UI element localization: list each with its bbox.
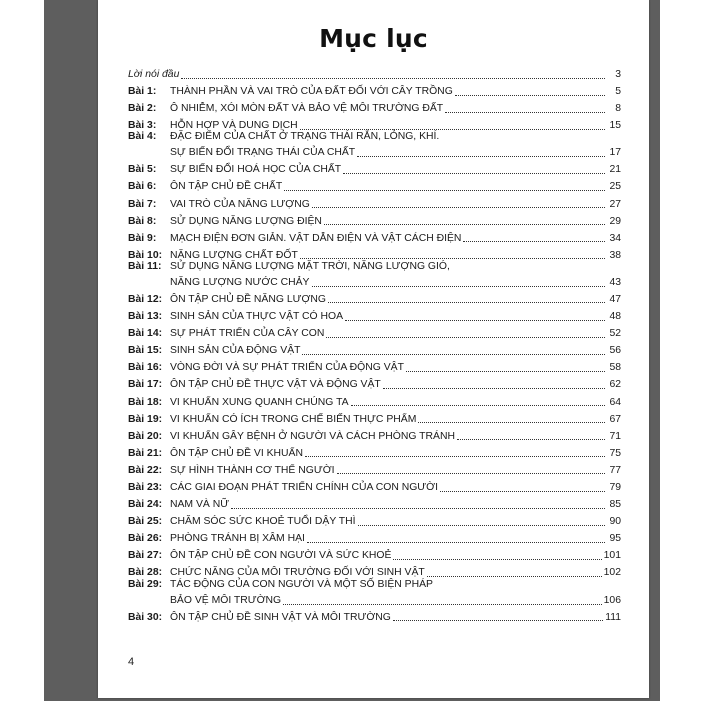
toc-lesson-number: Bài 28: [128, 567, 163, 579]
toc-page-number: 25 [609, 181, 621, 193]
toc-entry[interactable] [128, 213, 621, 230]
toc-entry[interactable] [128, 230, 621, 247]
toc-lesson-title: ÔN TẬP CHỦ ĐỀ THỰC VẬT VÀ ĐỘNG VẬT [170, 379, 381, 391]
toc-lesson-title: CHĂM SÓC SỨC KHOẺ TUỔI DẬY THÌ [170, 516, 356, 528]
toc-page-number: 67 [609, 413, 621, 425]
toc-entry[interactable] [128, 394, 621, 411]
toc-lesson-title: VAI TRÒ CỦA NĂNG LƯỢNG [170, 198, 310, 210]
dot-leader [337, 464, 606, 474]
toc-lesson-title: ÔN TẬP CHỦ ĐỀ CON NGƯỜI VÀ SỨC KHOẺ [170, 550, 392, 562]
toc-lesson-number: Bài 8: [128, 215, 157, 227]
dot-leader [305, 447, 605, 457]
toc-page-number: 8 [615, 103, 621, 115]
toc-entry[interactable] [128, 359, 621, 376]
dot-leader [283, 595, 602, 605]
toc-page-number: 101 [603, 550, 621, 562]
toc-lesson-title: VI KHUẨN XUNG QUANH CHÚNG TA [170, 396, 349, 408]
dot-leader [284, 181, 605, 191]
dot-leader [463, 232, 605, 242]
toc-lesson-number: Bài 18: [128, 396, 163, 408]
toc-lesson-number: Bài 4: [128, 131, 157, 143]
dot-leader [343, 164, 605, 174]
dot-leader [181, 69, 605, 79]
toc-lesson-number: Bài 5: [128, 164, 157, 176]
toc-entry-line1 [128, 578, 433, 592]
toc-lesson-number: Bài 24: [128, 499, 163, 511]
toc-entry-line1 [128, 130, 439, 144]
toc-lesson-title: SỰ BIẾN ĐỔI HOÁ HỌC CỦA CHẤT [170, 164, 342, 176]
toc-lesson-title-cont: NĂNG LƯỢNG NƯỚC CHẢY [170, 276, 310, 288]
toc-page-number: 64 [609, 396, 621, 408]
toc-entry[interactable] [128, 445, 621, 462]
toc-lesson-title-cont: BẢO VỆ MÔI TRƯỜNG [170, 594, 282, 606]
toc-lesson-title: Ô NHIỄM, XÓI MÒN ĐẤT VÀ BẢO VỆ MÔI TRƯỜNG ĐẤT [170, 103, 444, 115]
dot-leader [406, 362, 605, 372]
page-number: 4 [128, 656, 135, 668]
toc-page-number: 27 [609, 198, 621, 210]
toc-page-number: 79 [609, 481, 621, 493]
toc-lesson-number: Bài 1: [128, 86, 157, 98]
toc-page-number: 62 [609, 379, 621, 391]
toc-lesson-number: Bài 15: [128, 345, 163, 357]
toc-page-number: 56 [609, 345, 621, 357]
dot-leader [358, 516, 605, 526]
toc-lesson-title: SỬ DỤNG NĂNG LƯỢNG ĐIỆN [170, 215, 322, 227]
dot-leader [324, 215, 605, 225]
toc-lesson-number: Bài 29: [128, 578, 163, 590]
toc-lesson-number: Bài 11: [128, 260, 162, 272]
toc-lesson-number: Bài 12: [128, 293, 163, 305]
dot-leader [326, 328, 605, 338]
toc-lesson-title: NĂNG LƯỢNG CHẤT ĐỐT [170, 249, 298, 261]
toc-page-number: 77 [609, 464, 621, 476]
dot-leader [383, 379, 605, 389]
toc-entry[interactable] [128, 291, 621, 308]
toc-lesson-title: TÁC ĐỘNG CỦA CON NGƯỜI VÀ MỘT SỐ BIỆN PHÁP [170, 578, 433, 590]
toc-entry[interactable] [128, 578, 621, 609]
toc-entry[interactable] [128, 131, 621, 161]
toc-entry[interactable] [128, 325, 621, 342]
document-page [98, 0, 649, 698]
toc-lesson-title: SINH SẢN CỦA ĐỘNG VẬT [170, 345, 301, 357]
toc-page-number: 47 [609, 293, 621, 305]
toc-lesson-title: VÒNG ĐỜI VÀ SỰ PHÁT TRIỂN CỦA ĐỘNG VẬT [170, 362, 404, 374]
toc-page-number: 52 [609, 328, 621, 340]
toc-entry[interactable] [128, 260, 621, 291]
toc-lesson-title: SỰ PHÁT TRIỂN CỦA CÂY CON [170, 328, 325, 340]
toc-lesson-title: SỬ DỤNG NĂNG LƯỢNG MẶT TRỜI, NĂNG LƯỢNG GIÓ, [170, 260, 450, 272]
toc-page-number: 17 [609, 147, 621, 159]
toc-lesson-number: Bài 20: [128, 430, 163, 442]
toc-lesson-number: Bài 7: [128, 198, 157, 210]
toc-entry[interactable] [128, 513, 621, 530]
toc-lesson-number: Bài 16: [128, 362, 163, 374]
toc-entry[interactable] [128, 428, 621, 445]
toc-lesson-title: ÔN TẬP CHỦ ĐỀ CHẤT [170, 181, 283, 193]
toc-lesson-title: ĐẶC ĐIỂM CỦA CHẤT Ở TRẠNG THÁI RẮN, LỎNG, KHÍ. [170, 131, 440, 143]
table-of-contents [128, 66, 621, 626]
dot-leader [427, 567, 602, 577]
dot-leader [231, 499, 605, 509]
toc-entry-line2 [128, 145, 621, 161]
toc-intro-row[interactable] [128, 66, 621, 83]
toc-entry-line1 [128, 260, 450, 274]
toc-lesson-title: ÔN TẬP CHỦ ĐỀ NĂNG LƯỢNG [170, 293, 326, 305]
toc-entry[interactable] [128, 496, 621, 513]
toc-page-number: 71 [609, 430, 621, 442]
toc-lesson-title: SỰ HÌNH THÀNH CƠ THỂ NGƯỜI [170, 464, 335, 476]
dot-leader [440, 482, 605, 492]
toc-lesson-number: Bài 21: [128, 447, 163, 459]
toc-lesson-number: Bài 22: [128, 464, 163, 476]
toc-page-number: 106 [603, 594, 621, 606]
page-title: Mục lục [319, 24, 428, 53]
toc-entry[interactable] [128, 83, 621, 100]
toc-entry[interactable] [128, 609, 621, 626]
toc-lesson-number: Bài 25: [128, 516, 163, 528]
toc-page-number: 15 [609, 120, 621, 132]
toc-entry[interactable] [128, 411, 621, 428]
toc-lesson-number: Bài 23: [128, 481, 163, 493]
toc-lesson-number: Bài 9: [128, 232, 157, 244]
toc-page-number: 34 [609, 232, 621, 244]
toc-page-number: 48 [609, 311, 621, 323]
toc-lesson-title: CHỨC NĂNG CỦA MÔI TRƯỜNG ĐỐI VỚI SINH VẬT [170, 567, 425, 579]
toc-entry[interactable] [128, 376, 621, 393]
dot-leader [312, 277, 606, 287]
toc-lesson-title: VI KHUẨN GÂY BỆNH Ở NGƯỜI VÀ CÁCH PHÒNG TRÁNH [170, 430, 455, 442]
toc-lesson-title-cont: SỰ BIẾN ĐỔI TRẠNG THÁI CỦA CHẤT [170, 147, 356, 159]
toc-lesson-number: Bài 27: [128, 550, 163, 562]
dot-leader [455, 86, 605, 96]
toc-entries [128, 83, 621, 626]
toc-lesson-title: PHÒNG TRÁNH BỊ XÂM HẠI [170, 533, 305, 545]
toc-lesson-title: NAM VÀ NỮ [170, 499, 230, 511]
toc-entry-line2 [128, 275, 621, 291]
toc-page-number: 102 [603, 567, 621, 579]
toc-lesson-title: ÔN TẬP CHỦ ĐỀ VI KHUẨN [170, 447, 303, 459]
toc-entry[interactable] [128, 530, 621, 547]
dot-leader [300, 120, 605, 130]
toc-page-number: 21 [609, 164, 621, 176]
toc-lesson-number: Bài 3: [128, 120, 157, 132]
toc-entry-line2 [128, 593, 621, 609]
toc-lesson-title: THÀNH PHẦN VÀ VAI TRÒ CỦA ĐẤT ĐỐI VỚI CÂY TRỒNG [170, 86, 453, 98]
dot-leader [393, 611, 603, 621]
toc-page-number: 90 [609, 516, 621, 528]
dot-leader [302, 345, 605, 355]
toc-lesson-number: Bài 13: [128, 311, 163, 323]
toc-lesson-number: Bài 2: [128, 103, 157, 115]
toc-entry[interactable] [128, 308, 621, 325]
toc-entry[interactable] [128, 161, 621, 178]
toc-page-number: 38 [609, 249, 621, 261]
dot-leader [393, 550, 601, 560]
toc-page-number: 29 [609, 215, 621, 227]
toc-entry[interactable] [128, 479, 621, 496]
toc-page-number: 75 [609, 447, 621, 459]
dot-leader [445, 103, 605, 113]
toc-lesson-number: Bài 14: [128, 328, 163, 340]
toc-lesson-title: HỖN HỢP VÀ DUNG DỊCH [170, 120, 298, 132]
toc-entry[interactable] [128, 100, 621, 117]
toc-entry[interactable] [128, 342, 621, 359]
toc-page-number: 58 [609, 362, 621, 374]
toc-lesson-number: Bài 19: [128, 413, 163, 425]
toc-page-number: 5 [615, 86, 621, 98]
dot-leader [300, 249, 605, 259]
toc-lesson-number: Bài 17: [128, 379, 163, 391]
dot-leader [312, 198, 605, 208]
dot-leader [307, 533, 605, 543]
toc-entry[interactable] [128, 547, 621, 564]
dot-leader [418, 413, 605, 423]
toc-lesson-number: Bài 6: [128, 181, 157, 193]
toc-lesson-number: Bài 10: [128, 249, 163, 261]
toc-entry[interactable] [128, 196, 621, 213]
dot-leader [357, 147, 605, 157]
toc-page-number: 43 [609, 276, 621, 288]
toc-page-number: 95 [609, 533, 621, 545]
dot-leader [457, 430, 605, 440]
toc-entry[interactable] [128, 462, 621, 479]
toc-lesson-number: Bài 30: [128, 611, 163, 623]
dot-leader [345, 311, 605, 321]
toc-lesson-title: MẠCH ĐIỆN ĐƠN GIẢN. VẬT DẪN ĐIỆN VÀ VẬT CÁCH ĐIỆN [170, 232, 462, 244]
toc-lesson-title: CÁC GIAI ĐOẠN PHÁT TRIỂN CHÍNH CỦA CON NGƯỜI [170, 481, 438, 493]
toc-lesson-title: SINH SẢN CỦA THỰC VẬT CÓ HOA [170, 311, 344, 323]
dot-leader [351, 396, 605, 406]
toc-page-number: 85 [609, 499, 621, 511]
toc-lesson-number: Bài 26: [128, 533, 163, 545]
dot-leader [328, 293, 605, 303]
toc-page-number: 111 [605, 611, 621, 623]
toc-lesson-title: VI KHUẨN CÓ ÍCH TRONG CHẾ BIẾN THỰC PHẨM [170, 413, 417, 425]
toc-entry[interactable] [128, 178, 621, 195]
toc-intro-label: Lời nói đầu [128, 69, 180, 80]
toc-lesson-title: ÔN TẬP CHỦ ĐỀ SINH VẬT VÀ MÔI TRƯỜNG [170, 611, 391, 623]
toc-page-number: 3 [615, 69, 621, 80]
